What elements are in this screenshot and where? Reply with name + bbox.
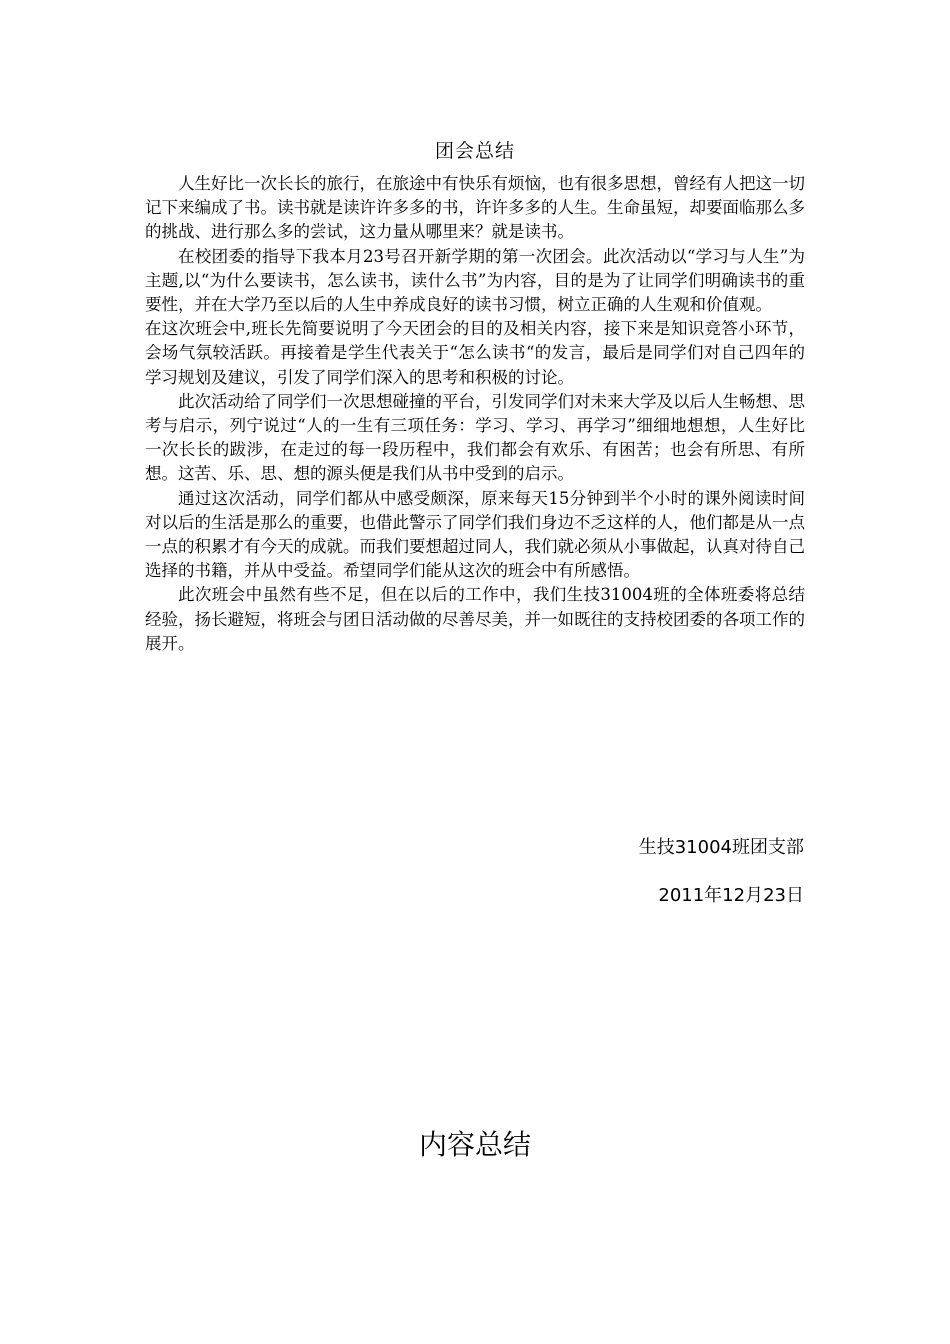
paragraph-impact: 通过这次活动，同学们都从中感受颇深，原来每天15分钟到半个小时的课外阅读时间对以后的生活是那么的重要，也借此警示了同学们我们身边不乏这样的人，他们都是从一点一点的积累才有今天的成就。而我们要想超过同人，我们就必须从小事做起，认真对待自己选择的书籍，并从中受益。希望同学们能从这次的班会中有所感悟。	[145, 488, 805, 581]
signature-date: 2011年12月23日	[658, 885, 804, 906]
paragraph-background: 在校团委的指导下我本月23号召开新学期的第一次团会。此次活动以“学习与人生”为主题,以“为什么要读书，怎么读书，读什么书”为内容，目的是为了让同学们明确读书的重要性，并在大学乃至以后的人生中养成良好的读书习惯，树立正确的人生观和价值观。	[145, 246, 805, 315]
paragraph-process: 在这次班会中,班长先简要说明了今天团会的目的及相关内容，接下来是知识竞答小环节，会场气氛较活跃。再接着是学生代表关于“怎么读书“的发言，最后是同学们对自己四年的学习规划及建议，引发了同学们深入的思考和积极的讨论。	[145, 319, 805, 387]
signature-organization: 生技31004班团支部	[638, 837, 804, 858]
document-body	[145, 172, 805, 656]
document-title: 团会总结	[434, 140, 515, 162]
paragraph-reflection: 此次活动给了同学们一次思想碰撞的平台，引发同学们对未来大学及以后人生畅想、思考与启示，列宁说过“人的一生有三项任务：学习、学习、再学习”细细地想想，人生好比一次长长的跋涉，在走过的每一段历程中，我们都会有欢乐、有困苦；也会有所思、有所想。这苦、乐、思、想的源头便是我们从书中受到的启示。	[145, 391, 805, 484]
paragraph-conclusion: 此次班会中虽然有些不足，但在以后的工作中，我们生技31004班的全体班委将总结经验，扬长避短，将班会与团日活动做的尽善尽美，并一如既往的支持校团委的各项工作的展开。	[145, 585, 805, 653]
paragraph-intro: 人生好比一次长长的旅行，在旅途中有快乐有烦恼，也有很多思想，曾经有人把这一切记下来编成了书。读书就是读许许多多的书，许许多多的人生。生命虽短，却要面临那么多的挑战、进行那么多的尝试，这力量从哪里来？就是读书。	[145, 174, 805, 242]
footer-heading: 内容总结	[418, 1128, 531, 1161]
